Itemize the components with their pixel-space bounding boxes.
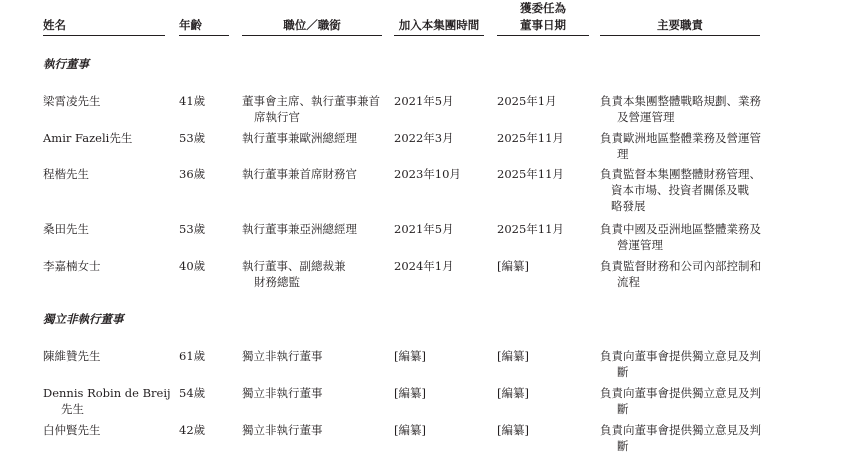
appoint-date: [編纂] <box>497 349 529 363</box>
director-name: 白仲賢先生 <box>43 423 101 437</box>
director-age: 40歲 <box>179 259 206 273</box>
director-duties: 略發展 <box>611 199 646 213</box>
director-position: 獨立非執行董事 <box>242 423 323 437</box>
appoint-date: [編纂] <box>497 423 529 437</box>
director-duties: 負責中國及亞洲地區整體業務及 <box>600 222 761 236</box>
director-duties: 理 <box>617 147 629 161</box>
director-age: 61歲 <box>179 349 206 363</box>
director-duties: 資本市場、投資者關係及戰 <box>611 183 749 197</box>
director-position: 財務總監 <box>254 275 300 289</box>
header-rule <box>179 35 229 36</box>
join-date: [編纂] <box>394 386 426 400</box>
appoint-date: 2025年11月 <box>497 222 564 236</box>
header-name: 姓名 <box>43 18 66 32</box>
director-name: 桑田先生 <box>43 222 89 236</box>
director-age: 53歲 <box>179 131 206 145</box>
director-duties: 負責向董事會提供獨立意見及判 <box>600 349 761 363</box>
director-position: 執行董事兼歐洲總經理 <box>242 131 357 145</box>
join-date: 2022年3月 <box>394 131 454 145</box>
director-age: 53歲 <box>179 222 206 236</box>
director-position: 董事會主席、執行董事兼首 <box>242 94 380 108</box>
section-title: 獨立非執行董事 <box>43 312 124 326</box>
director-duties: 負責向董事會提供獨立意見及判 <box>600 386 761 400</box>
director-name: Amir Fazeli先生 <box>43 131 133 145</box>
join-date: 2024年1月 <box>394 259 454 273</box>
header-appoint-line2: 董事日期 <box>520 18 566 32</box>
director-duties: 及營運管理 <box>617 110 675 124</box>
appoint-date: [編纂] <box>497 259 529 273</box>
join-date: [編纂] <box>394 349 426 363</box>
header-rule <box>497 35 589 36</box>
director-duties: 負責歐洲地區整體業務及營運管 <box>600 131 761 145</box>
director-duties: 營運管理 <box>617 238 663 252</box>
director-name: Dennis Robin de Breij <box>43 386 171 400</box>
appoint-date: 2025年11月 <box>497 131 564 145</box>
director-duties: 負責監督財務和公司內部控制和 <box>600 259 761 273</box>
director-name: 李嘉楠女士 <box>43 259 101 273</box>
director-duties: 流程 <box>617 275 640 289</box>
director-position: 執行董事兼首席財務官 <box>242 167 357 181</box>
director-age: 41歲 <box>179 94 206 108</box>
director-position: 獨立非執行董事 <box>242 386 323 400</box>
director-duties: 斷 <box>617 365 629 379</box>
director-age: 42歲 <box>179 423 206 437</box>
director-position: 執行董事、副總裁兼 <box>242 259 346 273</box>
director-name: 陳維贊先生 <box>43 349 101 363</box>
director-duties: 負責本集團整體戰略規劃、業務 <box>600 94 761 108</box>
header-rule <box>242 35 382 36</box>
header-join-date: 加入本集團時間 <box>398 18 480 32</box>
section-title: 執行董事 <box>43 57 89 71</box>
header-appoint-line1: 獲委任為 <box>520 1 566 15</box>
join-date: 2021年5月 <box>394 94 454 108</box>
director-position: 獨立非執行董事 <box>242 349 323 363</box>
director-age: 36歲 <box>179 167 206 181</box>
director-name: 程楷先生 <box>43 167 89 181</box>
header-age: 年齡 <box>179 18 202 32</box>
header-rule <box>43 35 165 36</box>
director-position: 執行董事兼亞洲總經理 <box>242 222 357 236</box>
director-duties: 負責監督本集團整體財務管理、 <box>600 167 761 181</box>
director-duties: 負責向董事會提供獨立意見及判 <box>600 423 761 437</box>
director-age: 54歲 <box>179 386 206 400</box>
appoint-date: [編纂] <box>497 386 529 400</box>
header-rule <box>394 35 484 36</box>
director-position: 席執行官 <box>254 110 300 124</box>
header-duties: 主要職責 <box>657 18 703 32</box>
join-date: 2023年10月 <box>394 167 461 181</box>
join-date: [編纂] <box>394 423 426 437</box>
join-date: 2021年5月 <box>394 222 454 236</box>
appoint-date: 2025年11月 <box>497 167 564 181</box>
director-duties: 斷 <box>617 439 629 453</box>
header-position: 職位／職銜 <box>283 18 341 32</box>
appoint-date: 2025年1月 <box>497 94 557 108</box>
director-name: 梁霄凌先生 <box>43 94 101 108</box>
header-rule <box>600 35 760 36</box>
director-duties: 斷 <box>617 402 629 416</box>
director-name-suffix: 先生 <box>61 402 84 416</box>
